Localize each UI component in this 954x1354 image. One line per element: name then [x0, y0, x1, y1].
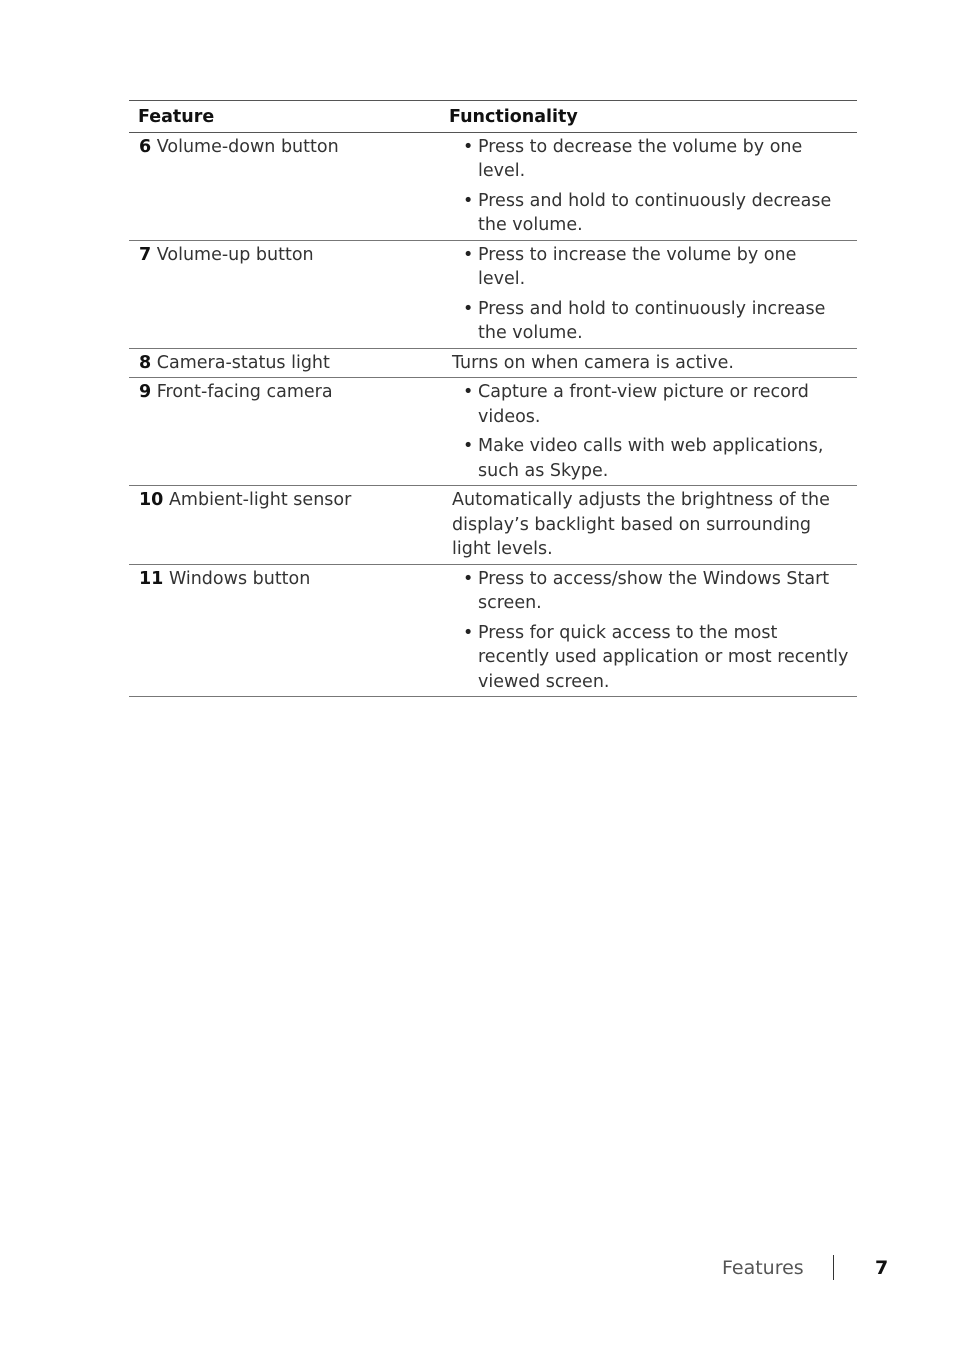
feature-label: Volume-down button — [156, 136, 339, 157]
feature-label: Ambient-light sensor — [168, 490, 352, 510]
functionality-list — [452, 567, 849, 695]
list-item: • Press and hold to continuously increase the volume. — [452, 297, 849, 346]
feature-cell — [129, 240, 440, 348]
feature-cell — [129, 378, 440, 486]
functionality-list — [452, 243, 849, 346]
feature-label: Volume-up button — [156, 244, 314, 265]
feature-cell — [129, 132, 440, 240]
feature-number: 7 — [139, 244, 152, 265]
table-header-row — [129, 101, 857, 133]
table-row — [129, 240, 857, 348]
page-number: 7 — [875, 1257, 889, 1279]
feature-label: Windows button — [168, 568, 311, 589]
list-item: • Make video calls with web applications, such as Skype. — [452, 434, 849, 483]
feature-cell — [129, 486, 440, 565]
feature-cell — [129, 564, 440, 697]
functionality-cell: Turns on when camera is active. — [440, 348, 857, 378]
list-item: • Press for quick access to the most recently used application or most recently viewed screen. — [452, 621, 849, 695]
list-item: • Press to decrease the volume by one level. — [452, 135, 849, 184]
feature-number: 10 — [139, 490, 164, 510]
functionality-list — [452, 135, 849, 238]
list-item: • Capture a front-view picture or record videos. — [452, 380, 849, 429]
feature-number: 11 — [139, 568, 164, 589]
header-feature: Feature — [129, 101, 440, 133]
feature-number: 8 — [139, 352, 152, 373]
functionality-cell — [440, 564, 857, 697]
features-table — [129, 100, 857, 697]
footer-section-title: Features — [722, 1257, 804, 1279]
functionality-cell: Automatically adjusts the brightness of the display’s backlight based on surrounding light levels. — [440, 486, 857, 565]
table-row — [129, 486, 857, 565]
feature-number: 6 — [139, 136, 152, 157]
table-row — [129, 132, 857, 240]
functionality-cell — [440, 240, 857, 348]
feature-cell — [129, 348, 440, 378]
list-item: • Press to increase the volume by one level. — [452, 243, 849, 292]
functionality-cell — [440, 132, 857, 240]
functionality-cell — [440, 378, 857, 486]
feature-label: Camera-status light — [156, 352, 330, 373]
functionality-list — [452, 380, 849, 483]
table-row — [129, 348, 857, 378]
feature-number: 9 — [139, 382, 152, 402]
table-row — [129, 378, 857, 486]
header-functionality: Functionality — [440, 101, 857, 133]
feature-label: Front-facing camera — [156, 382, 333, 402]
list-item: • Press and hold to continuously decrease the volume. — [452, 189, 849, 238]
list-item: • Press to access/show the Windows Start screen. — [452, 567, 849, 616]
table-row — [129, 564, 857, 697]
page-footer — [700, 1255, 890, 1283]
footer-divider — [833, 1255, 834, 1280]
